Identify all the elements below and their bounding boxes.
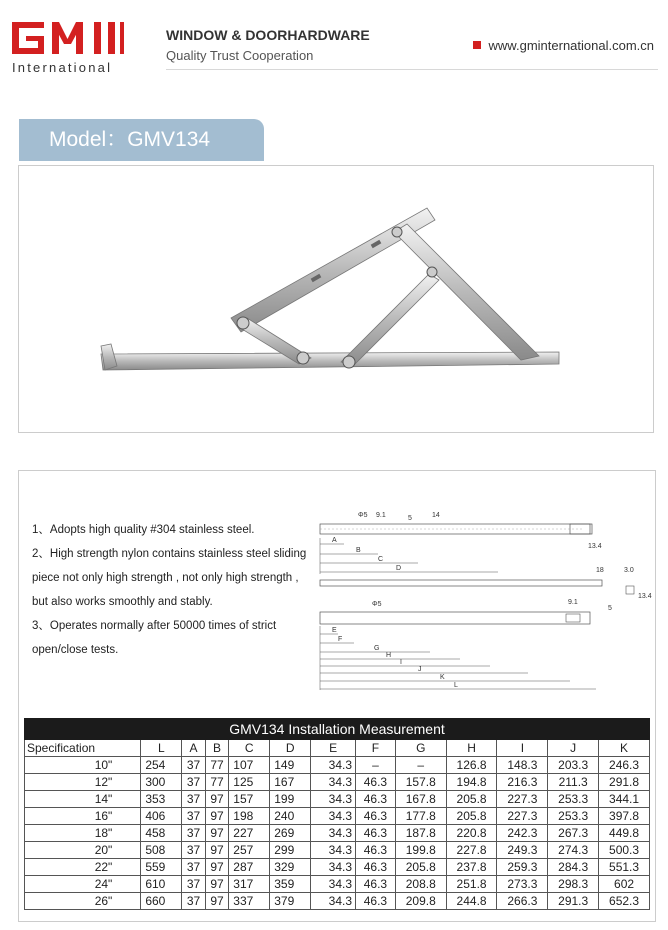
column-header: L	[141, 740, 182, 757]
table-cell: 449.8	[599, 825, 650, 842]
table-cell: 299	[270, 842, 311, 859]
column-header: Specification	[25, 740, 141, 757]
table-row	[25, 825, 650, 842]
table-cell: 652.3	[599, 893, 650, 910]
table-row	[25, 757, 650, 774]
table-cell: 205.8	[446, 808, 497, 825]
table-cell: –	[395, 757, 446, 774]
table-cell: 34.3	[311, 808, 356, 825]
table-cell: 10"	[25, 757, 141, 774]
column-header: D	[270, 740, 311, 757]
table-cell: 660	[141, 893, 182, 910]
table-cell: 359	[270, 876, 311, 893]
dim-label: 5	[408, 515, 412, 522]
table-cell: 46.3	[356, 859, 396, 876]
table-cell: 246.3	[599, 757, 650, 774]
table-row	[25, 876, 650, 893]
table-cell: 198	[229, 808, 270, 825]
table-cell: 406	[141, 808, 182, 825]
table-cell: 187.8	[395, 825, 446, 842]
column-header: H	[446, 740, 497, 757]
table-cell: 37	[182, 825, 206, 842]
table-cell: 34.3	[311, 859, 356, 876]
table-cell: 205.8	[446, 791, 497, 808]
table-cell: 157.8	[395, 774, 446, 791]
table-cell: 220.8	[446, 825, 497, 842]
table-cell: 237.8	[446, 859, 497, 876]
table-cell: 34.3	[311, 791, 356, 808]
bullet-square-icon	[473, 41, 481, 49]
table-cell: 500.3	[599, 842, 650, 859]
website-url: www.gminternational.com.cn	[488, 38, 654, 53]
table-row	[25, 842, 650, 859]
table-cell: 257	[229, 842, 270, 859]
table-cell: 34.3	[311, 893, 356, 910]
table-cell: 34.3	[311, 825, 356, 842]
table-cell: 97	[205, 876, 229, 893]
table-cell: 244.8	[446, 893, 497, 910]
dim-label: D	[396, 565, 402, 572]
table-cell: 24"	[25, 876, 141, 893]
table-cell: 22"	[25, 859, 141, 876]
table-cell: 397.8	[599, 808, 650, 825]
product-photo-frame	[18, 165, 654, 433]
feature-line: 3、Operates normally after 50000 times of strict	[32, 620, 277, 632]
table-cell: 254	[141, 757, 182, 774]
table-cell: 317	[229, 876, 270, 893]
table-cell: 97	[205, 825, 229, 842]
table-cell: 77	[205, 774, 229, 791]
table-cell: 97	[205, 859, 229, 876]
dim-label: 13.4	[588, 543, 602, 550]
table-cell: 97	[205, 791, 229, 808]
dim-label: H	[386, 652, 392, 659]
table-cell: 37	[182, 842, 206, 859]
company-logo	[12, 18, 124, 78]
measurement-table	[24, 718, 650, 910]
dim-label: 14	[432, 512, 440, 519]
table-cell: 216.3	[497, 774, 548, 791]
table-cell: –	[356, 757, 396, 774]
table-cell: 157	[229, 791, 270, 808]
header-title: WINDOW & DOORHARDWARE	[166, 27, 370, 43]
table-cell: 266.3	[497, 893, 548, 910]
table-cell: 353	[141, 791, 182, 808]
dim-label: J	[418, 666, 422, 673]
table-cell: 284.3	[548, 859, 599, 876]
table-cell: 97	[205, 808, 229, 825]
table-cell: 227.3	[497, 808, 548, 825]
table-cell: 46.3	[356, 774, 396, 791]
table-cell: 46.3	[356, 825, 396, 842]
table-cell: 20"	[25, 842, 141, 859]
dim-label: 18	[596, 567, 604, 574]
table-cell: 37	[182, 791, 206, 808]
dim-label: C	[378, 556, 384, 563]
table-cell: 37	[182, 859, 206, 876]
table-cell: 379	[270, 893, 311, 910]
table-cell: 37	[182, 774, 206, 791]
table-row	[25, 791, 650, 808]
logo-subtitle: International	[12, 60, 113, 75]
dim-label: A	[332, 537, 337, 544]
dim-label: 13.4	[638, 593, 652, 600]
dim-label: 9.1	[568, 599, 578, 606]
table-cell: 267.3	[548, 825, 599, 842]
table-cell: 458	[141, 825, 182, 842]
table-cell: 14"	[25, 791, 141, 808]
table-cell: 46.3	[356, 876, 396, 893]
feature-line: piece not only high strength , not only high strength ,	[32, 572, 299, 584]
model-tab: Model：GMV134	[19, 119, 264, 161]
table-cell: 227	[229, 825, 270, 842]
dim-label: B	[356, 547, 361, 554]
website-link[interactable]	[473, 38, 654, 53]
table-cell: 26"	[25, 893, 141, 910]
table-cell: 291.8	[599, 774, 650, 791]
table-cell: 205.8	[395, 859, 446, 876]
table-cell: 329	[270, 859, 311, 876]
table-cell: 97	[205, 893, 229, 910]
header-divider	[166, 69, 658, 70]
table-cell: 46.3	[356, 842, 396, 859]
table-cell: 37	[182, 893, 206, 910]
table-row	[25, 774, 650, 791]
table-cell: 227.3	[497, 791, 548, 808]
table-cell: 253.3	[548, 791, 599, 808]
dim-label: F	[338, 636, 343, 643]
column-header: A	[182, 740, 206, 757]
column-header: K	[599, 740, 650, 757]
friction-stay-illustration	[19, 166, 655, 434]
table-cell: 199	[270, 791, 311, 808]
table-cell: 167.8	[395, 791, 446, 808]
table-cell: 34.3	[311, 757, 356, 774]
table-cell: 559	[141, 859, 182, 876]
dim-label: I	[400, 659, 402, 666]
table-cell: 300	[141, 774, 182, 791]
dim-label: G	[374, 645, 380, 652]
table-cell: 37	[182, 808, 206, 825]
table-row	[25, 859, 650, 876]
table-cell: 46.3	[356, 808, 396, 825]
table-cell: 37	[182, 876, 206, 893]
table-title: GMV134 Installation Measurement	[25, 719, 650, 740]
table-cell: 125	[229, 774, 270, 791]
table-cell: 344.1	[599, 791, 650, 808]
feature-line: open/close tests.	[32, 644, 119, 656]
table-cell: 34.3	[311, 774, 356, 791]
table-cell: 551.3	[599, 859, 650, 876]
dim-label: L	[454, 682, 458, 689]
table-cell: 298.3	[548, 876, 599, 893]
table-cell: 46.3	[356, 791, 396, 808]
dim-label: K	[440, 674, 445, 681]
table-cell: 291.3	[548, 893, 599, 910]
feature-list	[32, 518, 322, 662]
table-cell: 227.8	[446, 842, 497, 859]
table-cell: 194.8	[446, 774, 497, 791]
table-header-row	[25, 740, 650, 757]
table-cell: 337	[229, 893, 270, 910]
table-cell: 199.8	[395, 842, 446, 859]
table-row	[25, 808, 650, 825]
dim-label: Φ5	[358, 512, 368, 519]
dim-label: E	[332, 627, 337, 634]
table-cell: 610	[141, 876, 182, 893]
table-cell: 107	[229, 757, 270, 774]
table-cell: 259.3	[497, 859, 548, 876]
table-cell: 240	[270, 808, 311, 825]
table-cell: 18"	[25, 825, 141, 842]
dim-label: 3.0	[624, 567, 634, 574]
table-cell: 211.3	[548, 774, 599, 791]
dim-label: Φ5	[372, 601, 382, 608]
feature-line: 1、Adopts high quality #304 stainless steel.	[32, 524, 255, 536]
column-header: F	[356, 740, 396, 757]
column-header: C	[229, 740, 270, 757]
column-header: G	[395, 740, 446, 757]
gmi-logo-mark	[12, 18, 124, 58]
table-cell: 508	[141, 842, 182, 859]
table-cell: 269	[270, 825, 311, 842]
table-cell: 77	[205, 757, 229, 774]
column-header: J	[548, 740, 599, 757]
table-cell: 97	[205, 842, 229, 859]
table-cell: 203.3	[548, 757, 599, 774]
feature-line: 2、High strength nylon contains stainless steel sliding	[32, 548, 307, 560]
table-cell: 37	[182, 757, 206, 774]
table-cell: 287	[229, 859, 270, 876]
table-cell: 251.8	[446, 876, 497, 893]
table-row	[25, 893, 650, 910]
table-cell: 34.3	[311, 876, 356, 893]
table-cell: 126.8	[446, 757, 497, 774]
column-header: I	[497, 740, 548, 757]
table-cell: 148.3	[497, 757, 548, 774]
table-cell: 249.3	[497, 842, 548, 859]
table-cell: 209.8	[395, 893, 446, 910]
feature-line: but also works smoothly and stably.	[32, 596, 213, 608]
table-cell: 208.8	[395, 876, 446, 893]
header-subtitle: Quality Trust Cooperation	[166, 48, 314, 63]
table-cell: 177.8	[395, 808, 446, 825]
table-cell: 149	[270, 757, 311, 774]
table-cell: 274.3	[548, 842, 599, 859]
table-cell: 46.3	[356, 893, 396, 910]
column-header: E	[311, 740, 356, 757]
dim-label: 5	[608, 605, 612, 612]
dimension-drawing	[312, 506, 654, 696]
table-cell: 16"	[25, 808, 141, 825]
table-cell: 273.3	[497, 876, 548, 893]
table-cell: 242.3	[497, 825, 548, 842]
table-cell: 602	[599, 876, 650, 893]
dim-label: 9.1	[376, 512, 386, 519]
table-cell: 12"	[25, 774, 141, 791]
table-cell: 253.3	[548, 808, 599, 825]
table-cell: 34.3	[311, 842, 356, 859]
table-cell: 167	[270, 774, 311, 791]
column-header: B	[205, 740, 229, 757]
